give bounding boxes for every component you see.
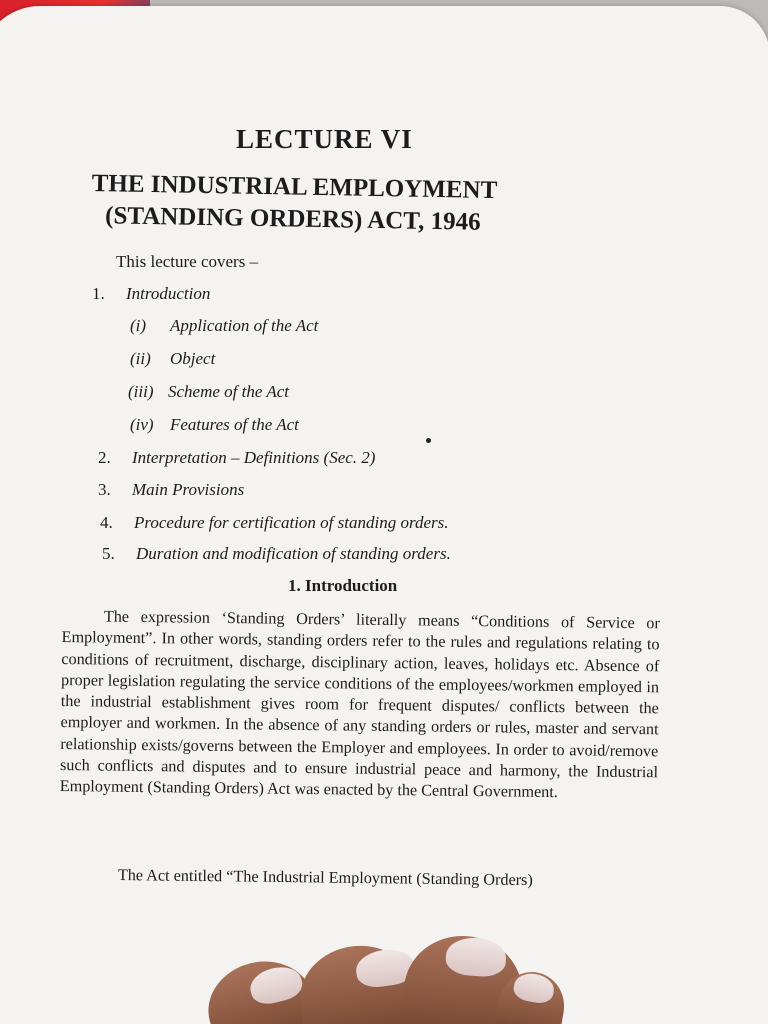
- act-title-line1: THE INDUSTRIAL EMPLOYMENT: [91, 169, 498, 205]
- toc-item-number: 3.: [98, 480, 111, 499]
- toc-item-number: (iii): [128, 382, 154, 401]
- toc-item-text: Features of the Act: [170, 415, 299, 434]
- toc-subitem: [130, 316, 318, 336]
- toc-item-number: 4.: [100, 513, 113, 532]
- toc-item-text: Scheme of the Act: [168, 382, 290, 401]
- toc-item-text: Application of the Act: [170, 316, 319, 335]
- toc-item-number: (ii): [130, 349, 151, 368]
- body-paragraph: The expression ‘Standing Orders’ literally means “Conditions of Service or Employment”. In other words, standing orders refer to the rules and regulations relating to conditions of recruitment, discharge, disciplinary action, leaves, holidays etc. Absence of proper legislation regulating the service conditions of the employees/workmen employed in the industrial establishment gives room for frequent disputes/ conflicts between the employer and workmen. In the absence of any standing orders or rules, master and servant relationship exists/governs between the Employer and employees. In order to avoid/remove such conflicts and disputes and to ensure industrial peace and harmony, the Industrial Employment (Standing Orders) Act was enacted by the Central Government.: [59, 607, 660, 802]
- toc-item-number: (i): [130, 316, 147, 335]
- toc-item-number: 5.: [102, 544, 115, 563]
- toc-item-text: Procedure for certification of standing orders.: [134, 513, 449, 532]
- toc-item-text: Main Provisions: [132, 480, 245, 499]
- toc-subitem: [130, 349, 215, 369]
- toc-item-number: (iv): [130, 415, 154, 434]
- act-title: [91, 168, 652, 242]
- toc-item-text: Duration and modification of standing orders.: [136, 544, 451, 563]
- lecture-number: LECTURE VI: [236, 124, 413, 154]
- act-title-line2: (STANDING ORDERS) ACT, 1946: [104, 202, 481, 236]
- toc-item-text: Interpretation – Definitions (Sec. 2): [132, 448, 376, 467]
- toc-item-number: 2.: [98, 448, 111, 467]
- toc-item-text: Object: [170, 349, 216, 368]
- toc-item-number: 1.: [92, 284, 105, 303]
- toc-item-text: Introduction: [126, 284, 211, 303]
- toc-item: [100, 513, 448, 533]
- toc-subitem: [130, 415, 299, 435]
- covers-intro: This lecture covers –: [116, 252, 259, 271]
- toc-item: [92, 284, 210, 304]
- toc-item: [98, 448, 375, 468]
- toc-item: [102, 544, 451, 564]
- toc-item: [98, 480, 244, 500]
- body-paragraph-continued: The Act entitled “The Industrial Employment (Standing Orders): [117, 866, 533, 890]
- section-heading: 1. Introduction: [288, 576, 398, 595]
- toc-subitem: [128, 382, 289, 402]
- ink-dot: [426, 438, 431, 443]
